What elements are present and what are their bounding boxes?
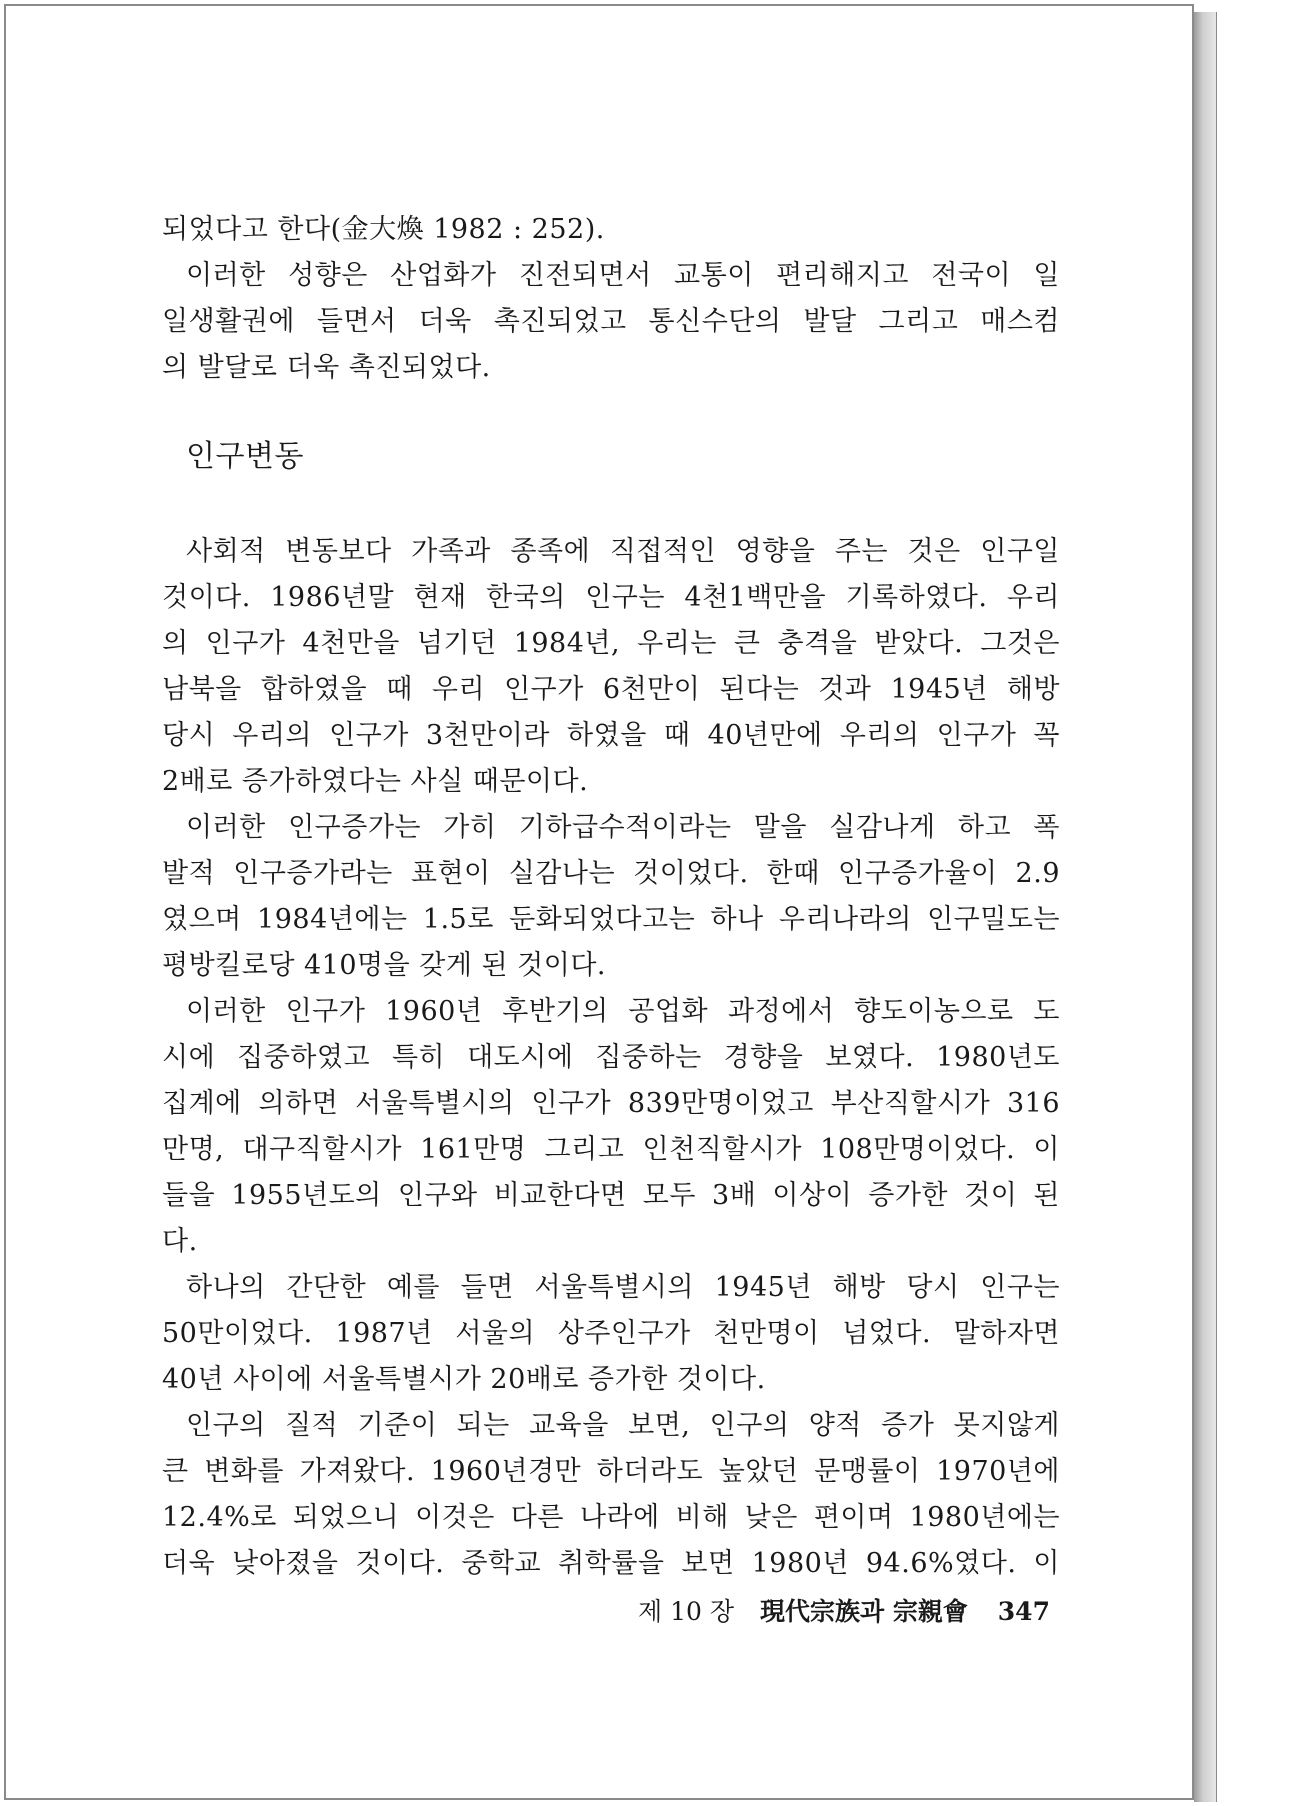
text-line: 들을 1955년도의 인구와 비교한다면 모두 3배 이상이 증가한 것이 된 (162, 1180, 1060, 1211)
page-footer (638, 1596, 1050, 1628)
text-line: 의 인구가 4천만을 넘기던 1984년, 우리는 큰 충격을 받았다. 그것은 (162, 628, 1060, 659)
page-number: 347 (997, 1597, 1050, 1626)
text-line: 집계에 의하면 서울특별시의 인구가 839만명이었고 부산직할시가 316 (162, 1088, 1060, 1119)
text-line: 이러한 인구증가는 가히 기하급수적이라는 말을 실감나게 하고 폭 (186, 812, 1060, 843)
text-line: 큰 변화를 가져왔다. 1960년경만 하더라도 높았던 문맹률이 1970년에 (162, 1456, 1060, 1487)
section-heading: 인구변동 (186, 439, 304, 474)
text-line: 시에 집중하였고 특히 대도시에 집중하는 경향을 보였다. 1980년도 (162, 1042, 1060, 1073)
text-line: 만명, 대구직할시가 161만명 그리고 인천직할시가 108만명이었다. 이 (162, 1134, 1060, 1165)
text-line: 2배로 증가하였다는 사실 때문이다. (162, 766, 589, 797)
text-line: 이러한 인구가 1960년 후반기의 공업화 과정에서 향도이농으로 도 (186, 996, 1060, 1027)
text-line: 이러한 성향은 산업화가 진전되면서 교통이 편리해지고 전국이 일 (186, 260, 1060, 291)
page-edge-shadow (1194, 12, 1217, 1802)
text-line: 당시 우리의 인구가 3천만이라 하였을 때 40년만에 우리의 인구가 꼭 (162, 720, 1060, 751)
text-line: 평방킬로당 410명을 갖게 된 것이다. (162, 950, 607, 981)
book-page (4, 4, 1194, 1800)
text-line: 12.4%로 되었으니 이것은 다른 나라에 비해 낮은 편이며 1980년에는 (162, 1502, 1060, 1533)
text-line: 의 발달로 더욱 촉진되었다. (162, 352, 491, 383)
text-line: 일생활권에 들면서 더욱 촉진되었고 통신수단의 발달 그리고 매스컴 (162, 306, 1060, 337)
text-line: 더욱 낮아졌을 것이다. 중학교 취학률을 보면 1980년 94.6%였다. 이 (162, 1548, 1060, 1579)
text-line: 것이다. 1986년말 현재 한국의 인구는 4천1백만을 기록하였다. 우리 (162, 582, 1060, 613)
text-line: 발적 인구증가라는 표현이 실감나는 것이었다. 한때 인구증가율이 2.9 (162, 858, 1060, 889)
chapter-label: 제 10 장 (638, 1597, 735, 1626)
text-line: 하나의 간단한 예를 들면 서울특별시의 1945년 해방 당시 인구는 (186, 1272, 1060, 1303)
text-line: 인구의 질적 기준이 되는 교육을 보면, 인구의 양적 증가 못지않게 (186, 1410, 1060, 1441)
text-line: 40년 사이에 서울특별시가 20배로 증가한 것이다. (162, 1364, 766, 1395)
text-line: 되었다고 한다(金大煥 1982 : 252). (162, 214, 605, 245)
text-line: 50만이었다. 1987년 서울의 상주인구가 천만명이 넘었다. 말하자면 (162, 1318, 1060, 1349)
text-line: 사회적 변동보다 가족과 종족에 직접적인 영향을 주는 것은 인구일 (186, 536, 1060, 567)
chapter-title: 現代宗族과 宗親會 (759, 1597, 968, 1626)
text-line: 남북을 합하였을 때 우리 인구가 6천만이 된다는 것과 1945년 해방 (162, 674, 1060, 705)
text-line: 였으며 1984년에는 1.5로 둔화되었다고는 하나 우리나라의 인구밀도는 (162, 904, 1060, 935)
text-line: 다. (162, 1226, 198, 1257)
